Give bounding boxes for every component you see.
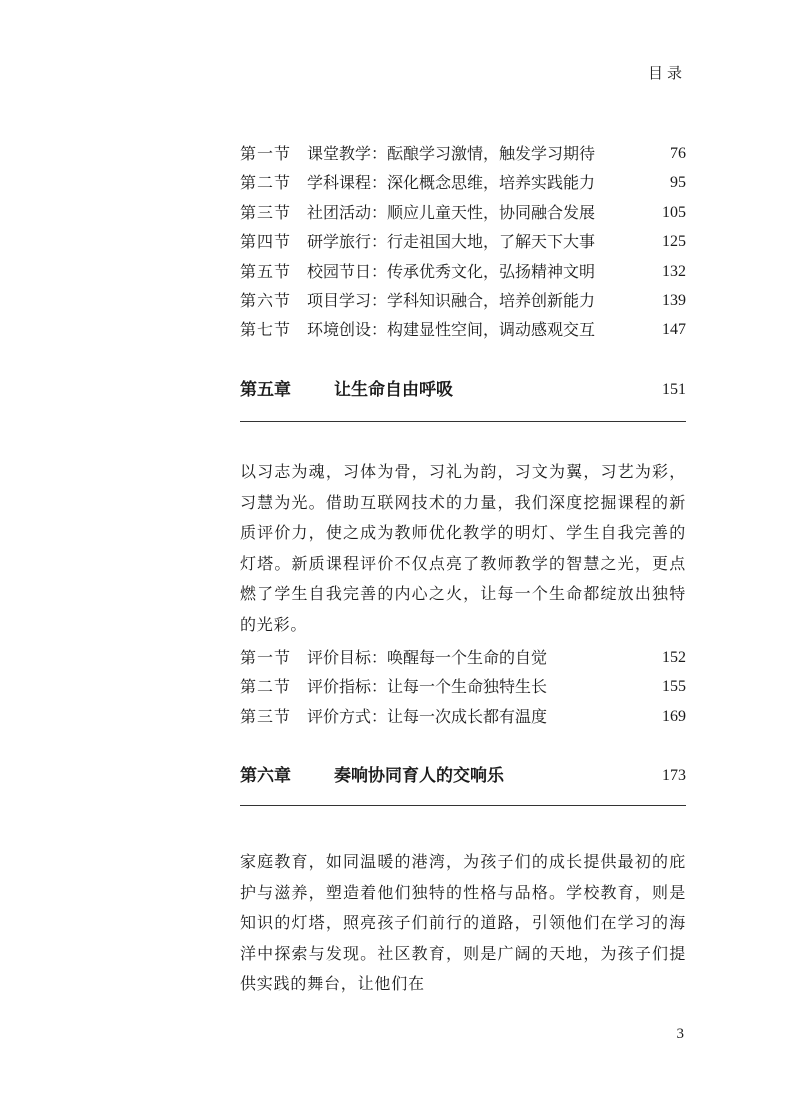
- chapter-divider: [240, 805, 686, 806]
- toc-section-title: 评价方式：让每一次成长都有温度: [307, 706, 548, 726]
- toc-entry[interactable]: [240, 702, 686, 731]
- toc-section-title: 校园节日：传承优秀文化，弘扬精神文明: [307, 261, 596, 281]
- toc-section-title: 社团活动：顺应儿童天性，协同融合发展: [307, 202, 596, 222]
- toc-entry[interactable]: [240, 168, 686, 197]
- toc-page-number: 147: [662, 321, 686, 339]
- chapter-divider: [240, 421, 686, 422]
- chapter-intro-paragraph: 家庭教育，如同温暖的港湾，为孩子们的成长提供最初的庇护与滋养，塑造着他们独特的性格与品格。学校教育，则是知识的灯塔，照亮孩子们前行的道路，引领他们在学习的海洋中探索与发现。社区教育，则是广阔的天地，为孩子们提供实践的舞台，让他们在: [240, 852, 686, 994]
- toc-entry[interactable]: [240, 643, 686, 672]
- toc-entry[interactable]: [240, 139, 686, 168]
- toc-section-number: 第七节: [240, 320, 292, 340]
- toc-section-number: 第五节: [240, 261, 292, 281]
- toc-page-number: 105: [662, 203, 686, 221]
- toc-section-title: 学科课程：深化概念思维，培养实践能力: [307, 173, 596, 193]
- toc-section-number: 第一节: [240, 648, 292, 667]
- toc-page-number: 125: [662, 233, 686, 251]
- toc-section-title: 评价目标：唤醒每一个生命的自觉: [307, 648, 548, 667]
- toc-page-number: 152: [662, 649, 686, 666]
- chapter-page-number: 151: [662, 381, 686, 398]
- toc-entry[interactable]: [240, 286, 686, 315]
- toc-entry[interactable]: [240, 672, 686, 701]
- toc-section-title: 评价指标：让每一个生命独特生长: [307, 677, 548, 697]
- toc-section-title: 环境创设：构建显性空间，调动感观交互: [307, 320, 596, 340]
- toc-section-number: 第二节: [240, 677, 292, 697]
- toc-page-number: 155: [662, 678, 686, 696]
- toc-list-chapter5: [240, 643, 686, 731]
- toc-section-number: 第六节: [240, 290, 292, 310]
- chapter-heading-5[interactable]: [240, 375, 686, 405]
- page-number: 3: [676, 1026, 684, 1042]
- toc-page-number: 169: [662, 707, 686, 725]
- toc-section-number: 第一节: [240, 144, 292, 163]
- toc-list-chapter4: [240, 139, 686, 345]
- toc-page-number: 76: [670, 145, 686, 162]
- chapter-title: 让生命自由呼吸: [334, 380, 453, 400]
- toc-section-title: 课堂教学：酝酿学习激情，触发学习期待: [307, 144, 596, 163]
- toc-page-number: 95: [670, 174, 686, 192]
- toc-section-number: 第三节: [240, 202, 292, 222]
- chapter-heading-6[interactable]: [240, 761, 686, 791]
- chapter-page-number: 173: [662, 767, 686, 784]
- toc-page-number: 139: [662, 291, 686, 309]
- chapter-title: 奏响协同育人的交响乐: [334, 766, 504, 786]
- toc-section-number: 第四节: [240, 232, 292, 252]
- toc-entry[interactable]: [240, 198, 686, 227]
- toc-section-number: 第三节: [240, 706, 292, 726]
- chapter-number: 第五章: [240, 380, 291, 400]
- toc-section-number: 第二节: [240, 173, 292, 193]
- toc-entry[interactable]: [240, 257, 686, 286]
- toc-page-number: 132: [662, 262, 686, 280]
- toc-section-title: 研学旅行：行走祖国大地，了解天下大事: [307, 232, 596, 252]
- running-head-title: 目录: [647, 64, 686, 82]
- toc-section-title: 项目学习：学科知识融合，培养创新能力: [307, 290, 596, 310]
- chapter-intro-paragraph: 以习志为魂，习体为骨，习礼为韵，习文为翼，习艺为彩，习慧为光。借助互联网技术的力量，我们深度挖掘课程的新质评价力，使之成为教师优化教学的明灯、学生自我完善的灯塔。新质课程评价不仅点亮了教师教学的智慧之光，更点燃了学生自我完善的内心之火，让每一个生命都绽放出独特的光彩。: [240, 462, 686, 634]
- chapter-number: 第六章: [240, 766, 291, 786]
- toc-entry[interactable]: [240, 227, 686, 256]
- toc-entry[interactable]: [240, 315, 686, 344]
